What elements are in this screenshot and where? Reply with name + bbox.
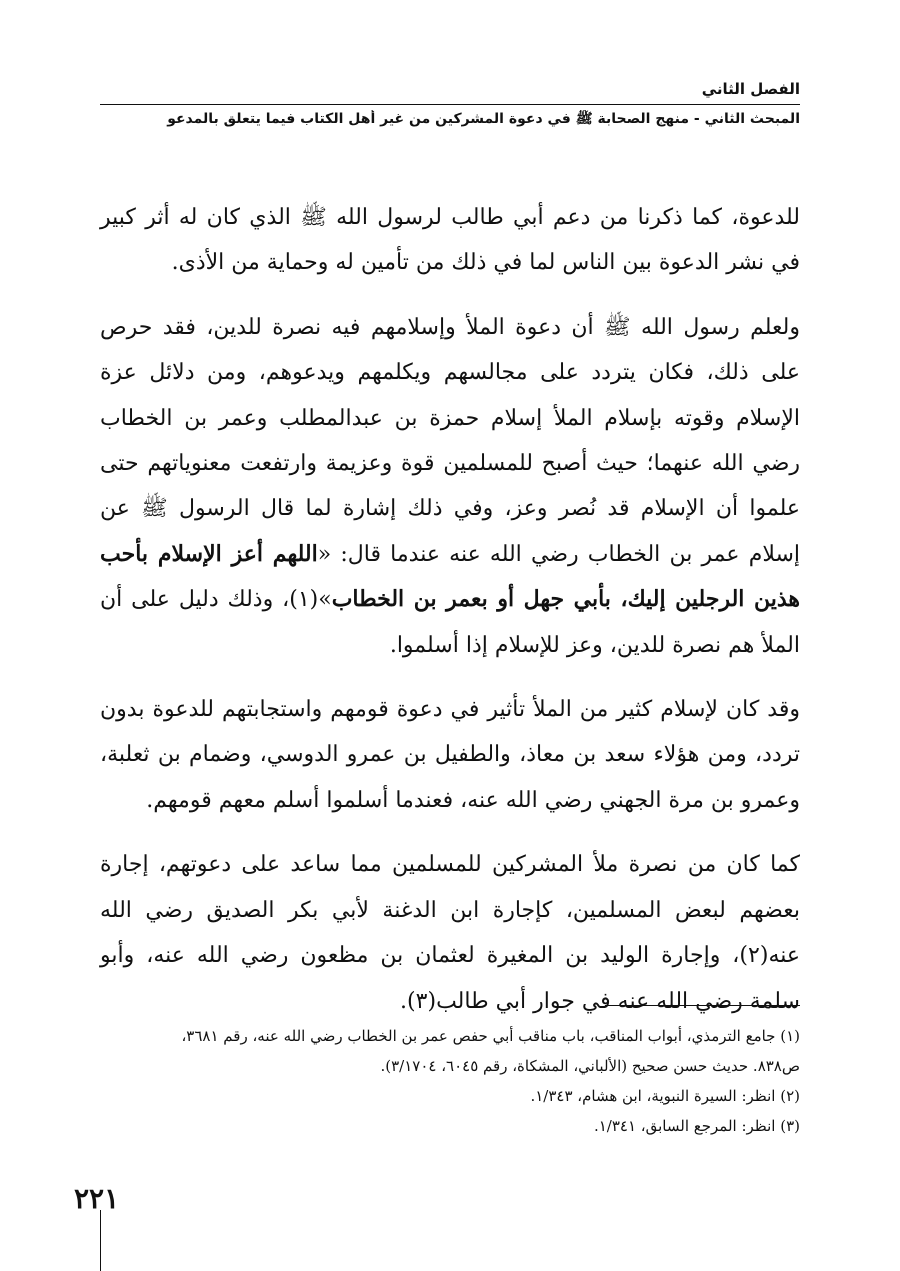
paragraph-2-tail: ، وذلك دليل على أن الملأ هم نصرة للدين، وعز للإسلام إذا أسلموا.	[100, 587, 800, 658]
running-header-chapter: الفصل الثاني	[701, 80, 800, 98]
footnote-ref-1: »(١)	[289, 587, 332, 613]
paragraph-4	[100, 842, 800, 1024]
paragraph-4-a: كما كان من نصرة ملأ المشركين للمسلمين مما ساعد على دعوتهم، إجارة بعضهم لبعض المسلمين، كإجارة ابن الدغنة لأبي بكر الصديق رضي الله عنه	[100, 852, 800, 969]
footnote-1-line-2: ص٨٣٨. حديث حسن صحيح (الألباني، المشكاة، رقم ٦٠٤٥، ٣/١٧٠٤).	[380, 1057, 800, 1075]
footnote-3: (٣) انظر: المرجع السابق، ١/٣٤١.	[593, 1117, 800, 1135]
footnote-ref-2: (٢)	[739, 943, 769, 969]
page-number-rule	[100, 1210, 101, 1271]
running-header-section: المبحث الثاني - منهج الصحابة ﷺ في دعوة المشركين من غير أهل الكتاب فيما يتعلق بالمدعو	[167, 111, 800, 127]
footnote-2: (٢) انظر: السيرة النبوية، ابن هشام، ١/٣٤٣.	[530, 1087, 800, 1105]
paragraph-2	[100, 305, 800, 668]
paragraph-4-end: .	[400, 988, 408, 1014]
paragraph-4-b: ، وإجارة الوليد بن المغيرة لعثمان بن مظعون رضي الله عنه، وأبو سلمة رضي الله عنه في جوار أبي طالب	[100, 943, 800, 1014]
hadith-quote: اللهم أعز الإسلام بأحب هذين الرجلين إليك، بأبي جهل أو بعمر بن الخطاب	[100, 540, 800, 613]
paragraph-3: وقد كان لإسلام كثير من الملأ تأثير في دعوة قومهم واستجابتهم للدعوة بدون تردد، ومن هؤلاء سعد بن معاذ، والطفيل بن عمرو الدوسي، وضمام بن ثعلبة، وعمرو بن مرة الجهني رضي الله عنه، فعندما أسلموا أسلم معهم قومهم.	[100, 697, 800, 813]
footnote-1-line-1: (١) جامع الترمذي، أبواب المناقب، باب مناقب أبي حفص عمر بن الخطاب رضي الله عنه، رقم ٣٦٨١،	[181, 1027, 800, 1045]
header-rule	[100, 104, 800, 105]
footnote-ref-3: (٣)	[407, 988, 437, 1014]
footnotes	[100, 1021, 800, 1141]
paragraph-1: للدعوة، كما ذكرنا من دعم أبي طالب لرسول الله ﷺ الذي كان له أثر كبير في نشر الدعوة بين الناس لما في ذلك من تأمين له وحماية من الأذى.	[100, 205, 800, 276]
body-text	[100, 195, 800, 1043]
footnote-rule	[605, 1005, 800, 1006]
paragraph-2-lead: ولعلم رسول الله ﷺ أن دعوة الملأ وإسلامهم فيه نصرة للدين، فقد حرص على ذلك، فكان يتردد على مجالسهم ويكلمهم ويدعوهم، ومن دلائل عزة الإسلام وقوته بإسلام الملأ إسلام حمزة بن عبدالمطلب وعمر بن الخطاب رضي الله عنهما؛ حيث أصبح للمسلمين قوة وعزيمة وارتفعت معنوياتهم حتى علموا أن الإسلام قد نُصر وعز، وفي ذلك إشارة لما قال الرسول ﷺ عن إسلام عمر بن الخطاب رضي الله عنه عندما قال: «	[100, 314, 800, 567]
page-number: ٢٢١	[74, 1182, 120, 1215]
